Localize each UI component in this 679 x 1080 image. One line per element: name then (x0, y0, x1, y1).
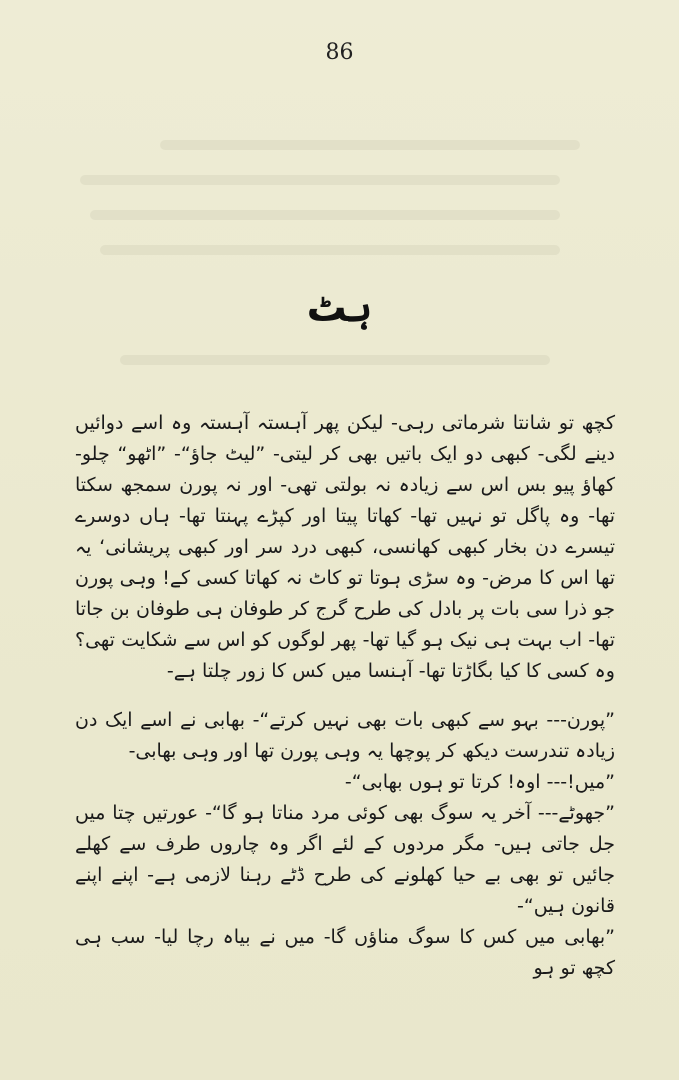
show-through-line (120, 355, 550, 365)
show-through-line (90, 210, 560, 220)
show-through-line (160, 140, 580, 150)
body-text (75, 408, 615, 984)
paragraph: ”بھابی میں کس کا سوگ مناؤں گا- میں نے بیاہ رچا لیا- سب ہی کچھ تو ہو (75, 926, 615, 979)
paragraph: ”جھوٹے--- آخر یہ سوگ بھی کوئی مرد مناتا ہو گا“- عورتیں چتا میں جل جاتی ہیں- مگر مردوں کے لئے اگر وہ چاروں طرف سے کھلے جائیں تو بھی بے حیا کھلونے کی طرح ڈٹے رہنا لازمی ہے- اپنے اپنے قانون ہیں“- (75, 802, 615, 917)
paragraph: ”پورن--- بہو سے کبھی بات بھی نہیں کرتے“- بھابی نے اسے ایک دن زیادہ تندرست دیکھ کر پوچھا یہ وہی پورن تھا اور وہی بھابی- (75, 709, 615, 762)
page-number: 86 (325, 40, 354, 65)
chapter-title: ہٹ (306, 285, 373, 331)
paragraph: کچھ تو شانتا شرماتی رہی- لیکن پھر آہستہ آہستہ وہ اسے دوائیں دینے لگی- کبھی دو ایک باتیں بھی کر لیتی- ”لیٹ جاؤ“- ”اٹھو“ چلو- کھاؤ پیو بس اس سے زیادہ نہ بولتی تھی- اور نہ پورن سمجھ سکتا تھا- وہ پاگل تو نہیں تھا- کھاتا پیتا اور کپڑے پہنتا تھا- ہاں دوسرے تیسرے دن بخار کبھی کھانسی، کبھی درد سر اور کبھی پریشانی‘ یہ تھا اس کا مرض- وہ سڑی ہوتا تو کاٹ نہ کھاتا کسی کے! وہی پورن جو ذرا سی بات پر بادل کی طرح گرج کر طوفان ہی طوفان بن جاتا تھا- اب بہت ہی نیک ہو گیا تھا- پھر لوگوں کو اس سے شکایت تھی؟ وہ کسی کا کیا بگاڑتا تھا- آہنسا میں کس کا زور چلتا ہے- (75, 412, 615, 682)
show-through-line (80, 175, 560, 185)
paragraph: ”میں!--- اوہ! کرتا تو ہوں بھابی“- (344, 771, 615, 793)
show-through-line (100, 245, 560, 255)
